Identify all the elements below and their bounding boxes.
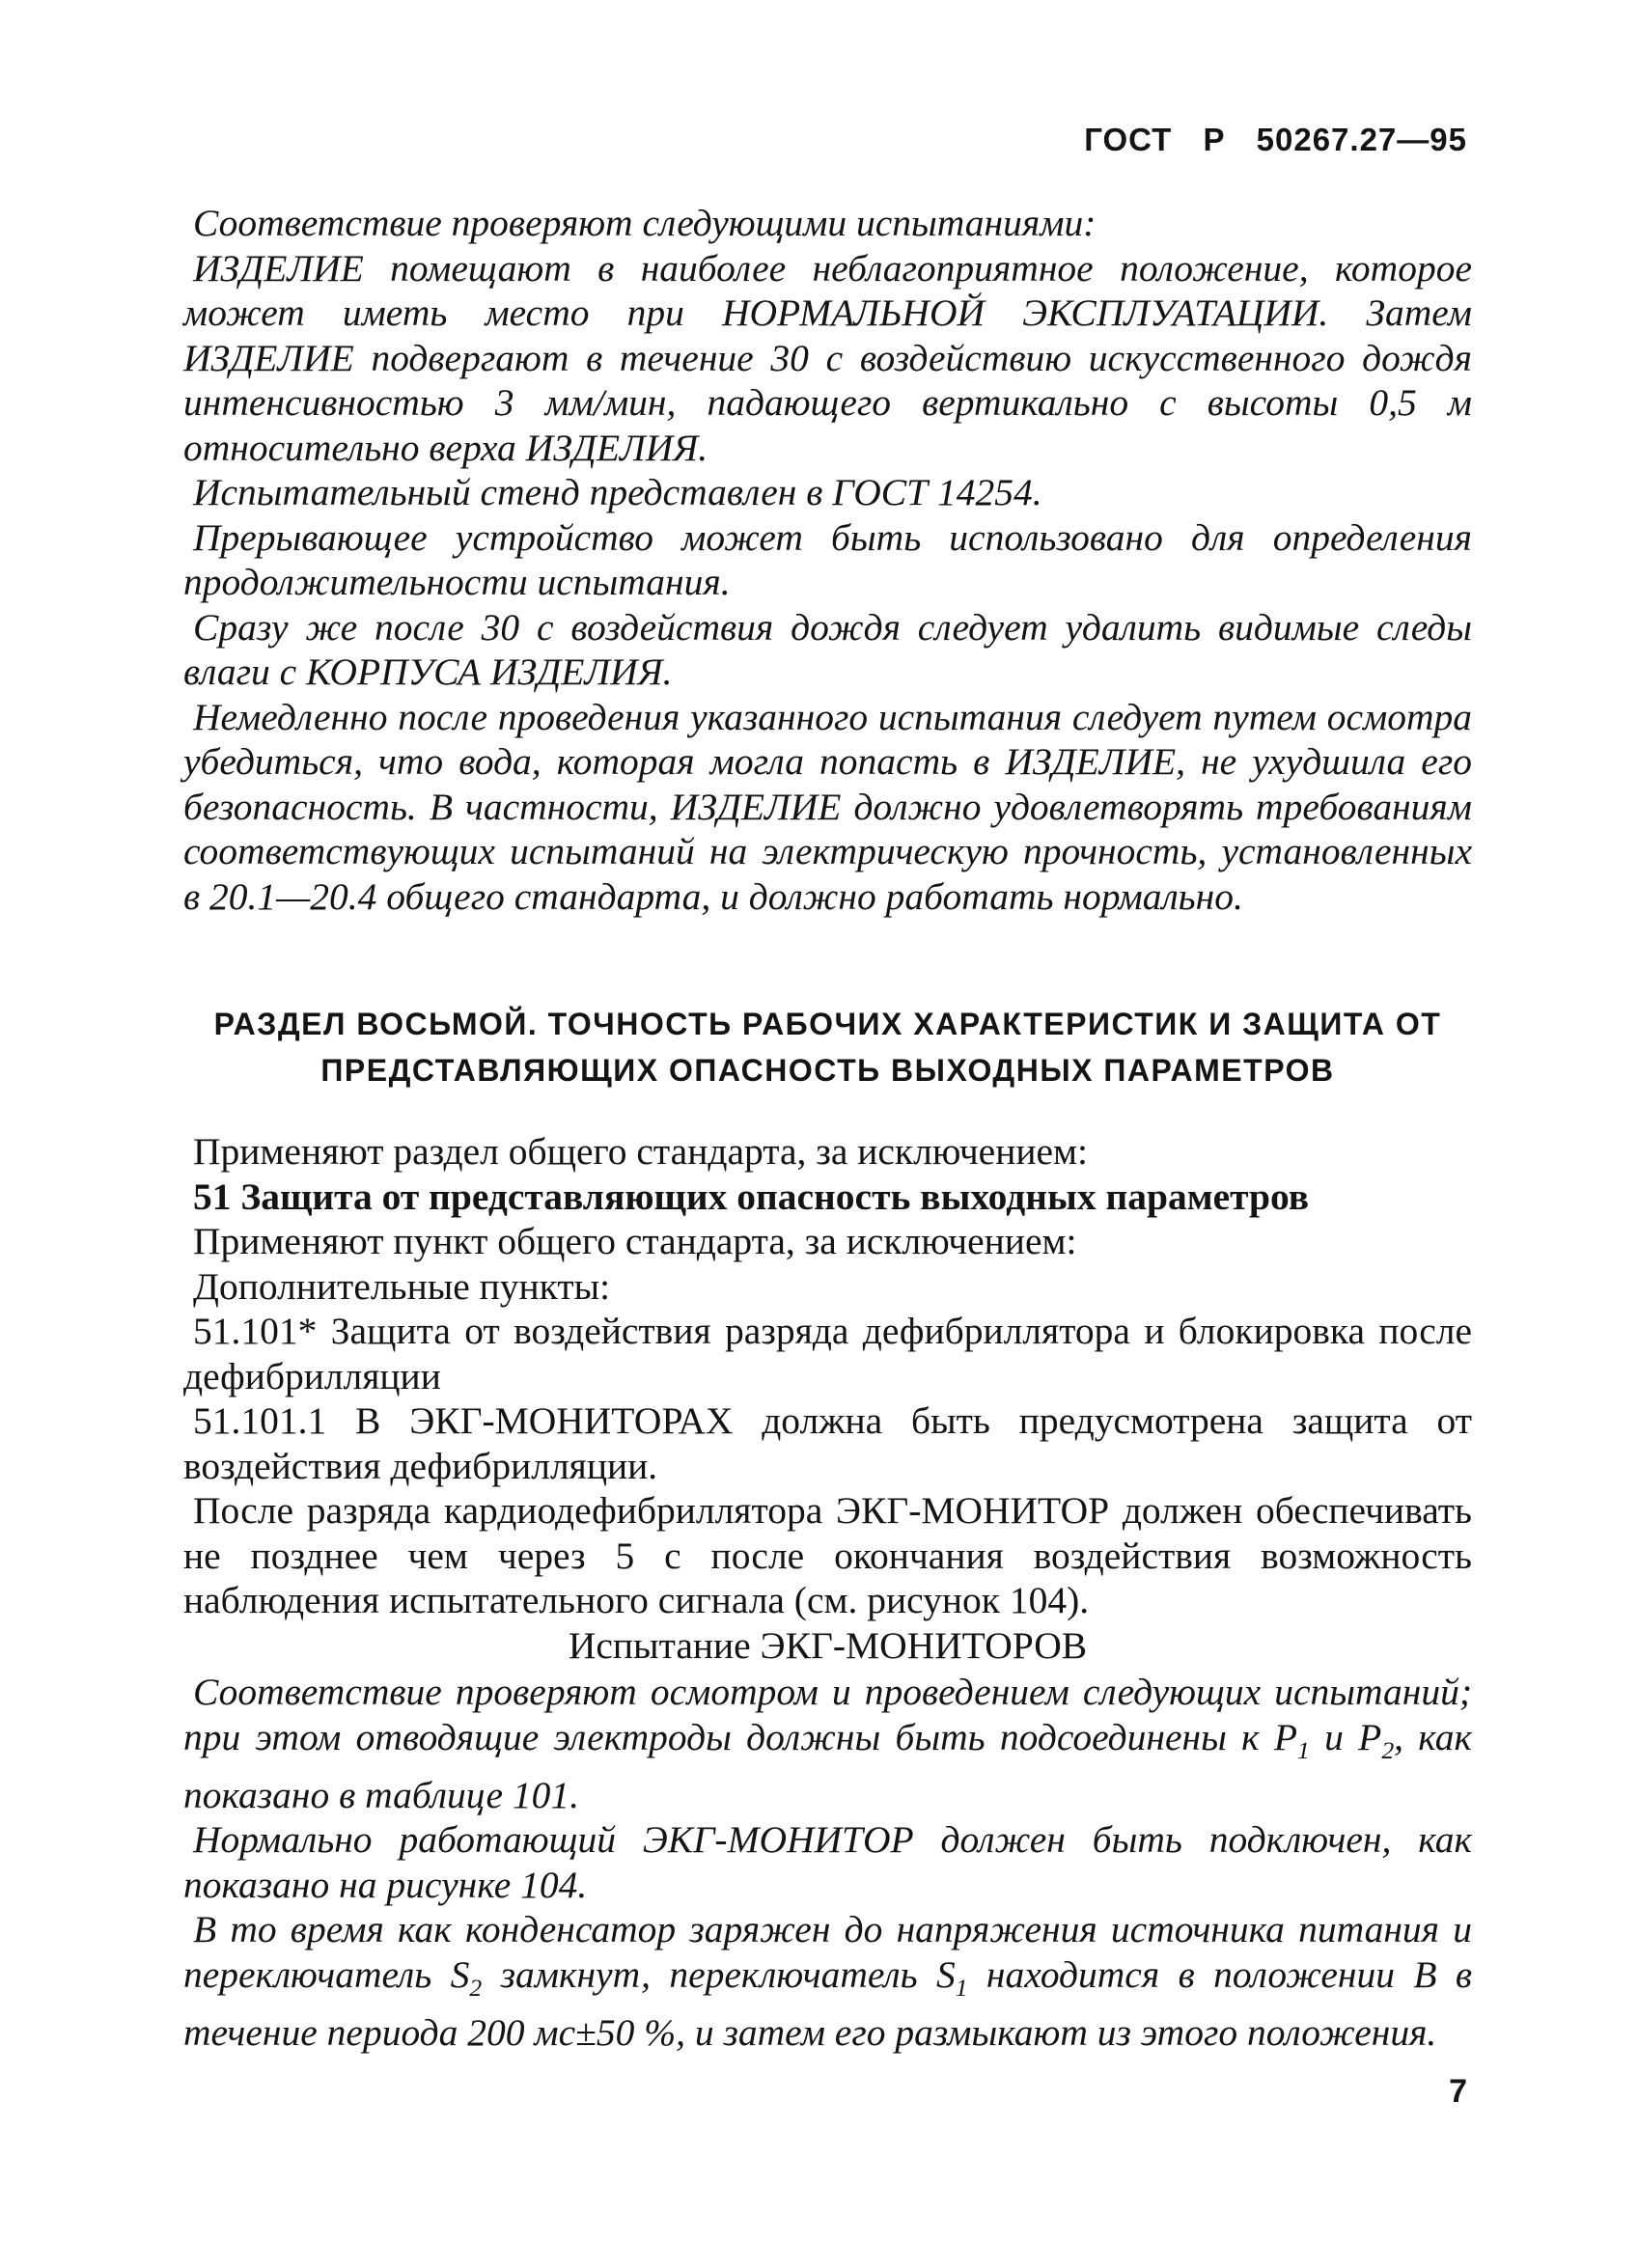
- compliance-test-block: [183, 201, 1472, 919]
- paragraph: После разряда кардиодефибриллятора ЭКГ-МОНИТОР должен обеспечивать не позднее чем через 5 с после окончания воздействия возможность наблюдения испытательного сигнала (см. рисунок 104).: [183, 1489, 1472, 1621]
- paragraph: Применяют раздел общего стандарта, за исключением:: [193, 1130, 1088, 1173]
- paragraph: ИЗДЕЛИЕ помещают в наиболее неблагоприятное положение, которое может иметь место при НОРМАЛЬНОЙ ЭКСПЛУАТАЦИИ. Затем ИЗДЕЛИЕ подвергают в течение 30 с воздействию искусственного дождя интенсивностью 3 мм/мин, падающего вертикально с высоты 0,5 м относительно верха ИЗДЕЛИЯ.: [183, 246, 1472, 469]
- section-heading: РАЗДЕЛ ВОСЬМОЙ. ТОЧНОСТЬ РАБОЧИХ ХАРАКТЕРИСТИК И ЗАЩИТА ОТ ПРЕДСТАВЛЯЮЩИХ ОПАСНОСТЬ ВЫХОДНЫХ ПАРАМЕТРОВ: [213, 1007, 1442, 1088]
- paragraph: Соответствие проверяют следующими испытаниями:: [193, 202, 1097, 244]
- paragraph: Применяют пункт общего стандарта, за исключением:: [193, 1220, 1077, 1262]
- paragraph: Сразу же после 30 с воздействия дождя следует удалить видимые следы влаги с КОРПУСА ИЗДЕЛИЯ.: [183, 605, 1472, 693]
- paragraph: Соответствие проверяют осмотром и проведением следующих испытаний; при этом отводящие электроды должны быть подсоединены к $P_1$ и $P_2$, как показано в таблице 101.: [183, 1671, 1473, 1816]
- paragraph: В то время как конденсатор заряжен до напряжения источника питания и переключатель $S_2$ замкнут, переключатель $S_1$ находится в положении В в течение периода 200 мс±50 %, и затем его размыкают из этого положения.: [183, 1908, 1472, 2055]
- clause-title: 51 Защита от представляющих опасность выходных параметров: [193, 1175, 1310, 1218]
- paragraph: Немедленно после проведения указанного испытания следует путем осмотра убедиться, что вода, которая могла попасть в ИЗДЕЛИЕ, не ухудшила его безопасность. В частности, ИЗДЕЛИЕ должно удовлетворять требованиям соответствующих испытаний на электрическую прочность, установленных в 20.1—20.4 общего стандарта, и должно работать нормально.: [183, 695, 1472, 918]
- test-subtitle: Испытание ЭКГ-МОНИТОРОВ: [568, 1623, 1088, 1667]
- paragraph: Прерывающее устройство может быть использовано для определения продолжительности испытания.: [183, 515, 1472, 603]
- paragraph: Нормально работающий ЭКГ-МОНИТОР должен быть подключен, как показано на рисунке 104.: [183, 1818, 1472, 1906]
- ecg-monitor-test-block: [183, 1670, 1472, 2056]
- standard-header: ГОСТ Р 50267.27—95: [1084, 122, 1467, 157]
- paragraph: 51.101.1 В ЭКГ-МОНИТОРАХ должна быть предусмотрена защита от воздействия дефибрилляции.: [183, 1399, 1472, 1487]
- paragraph: 51.101* Защита от воздействия разряда дефибриллятора и блокировка после дефибрилляции: [183, 1310, 1472, 1397]
- page-number: 7: [1449, 2073, 1467, 2110]
- paragraph: Испытательный стенд представлен в ГОСТ 14254.: [193, 471, 1042, 513]
- section-eight-body: [183, 1129, 1472, 1668]
- paragraph: Дополнительные пункты:: [193, 1264, 611, 1308]
